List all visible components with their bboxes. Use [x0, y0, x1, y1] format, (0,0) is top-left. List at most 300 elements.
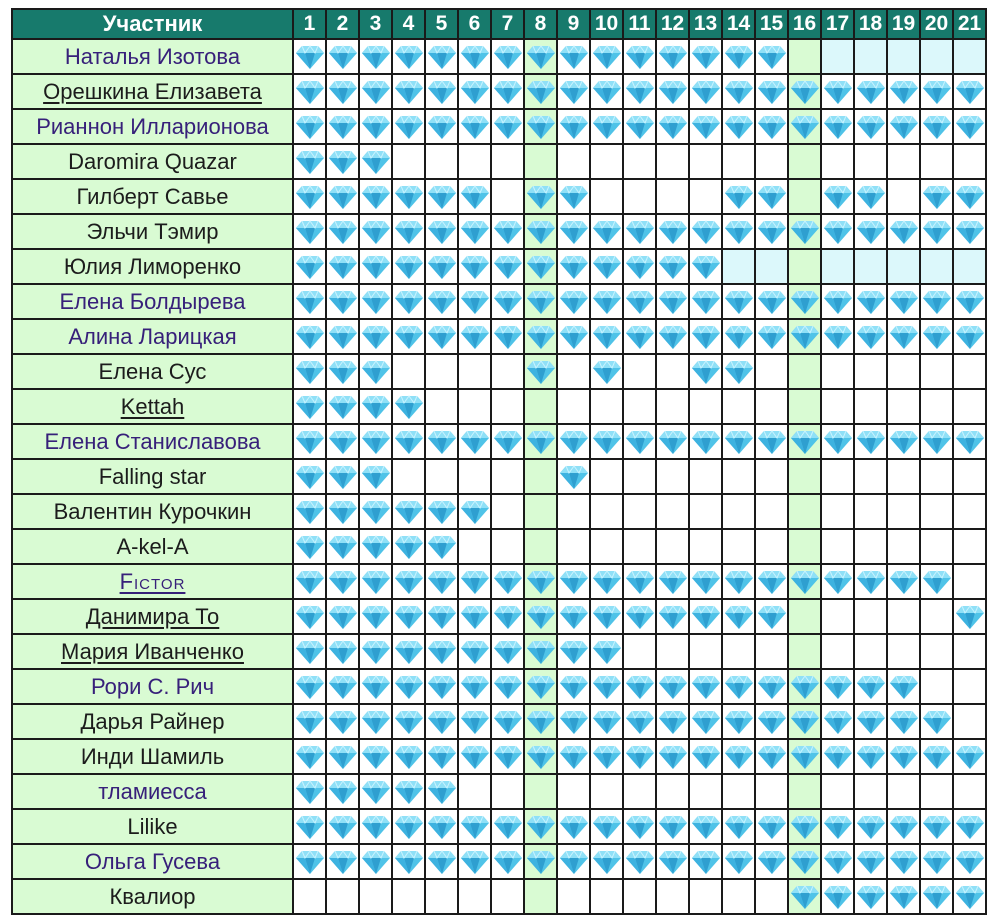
blue-diamond-icon	[724, 44, 754, 70]
table-row	[12, 564, 986, 599]
day-cell-checked	[854, 704, 887, 739]
blue-diamond-icon	[394, 569, 424, 595]
day-cell-checked	[821, 669, 854, 704]
day-cell-empty	[821, 354, 854, 389]
blue-diamond-icon	[922, 884, 952, 910]
day-cell-empty	[491, 144, 524, 179]
day-cell-checked	[425, 564, 458, 599]
day-cell-checked	[293, 774, 326, 809]
blue-diamond-icon	[295, 639, 325, 665]
day-cell-checked	[788, 109, 821, 144]
day-cell-checked	[293, 389, 326, 424]
blue-diamond-icon	[328, 359, 358, 385]
blue-diamond-icon	[790, 324, 820, 350]
blue-diamond-icon	[295, 289, 325, 315]
day-cell-checked	[425, 179, 458, 214]
day-cell-checked	[656, 424, 689, 459]
day-cell-checked	[623, 669, 656, 704]
day-cell-checked	[656, 669, 689, 704]
day-cell-checked	[359, 564, 392, 599]
day-cell-checked	[722, 214, 755, 249]
blue-diamond-icon	[955, 429, 985, 455]
blue-diamond-icon	[361, 499, 391, 525]
day-cell-checked	[590, 319, 623, 354]
day-cell-checked	[392, 669, 425, 704]
day-cell-empty	[854, 144, 887, 179]
blue-diamond-icon	[493, 674, 523, 700]
blue-diamond-icon	[823, 324, 853, 350]
day-cell-checked	[425, 529, 458, 564]
day-cell-checked	[524, 284, 557, 319]
day-cell-checked	[722, 424, 755, 459]
day-cell-empty	[788, 354, 821, 389]
day-cell-empty	[854, 389, 887, 424]
day-cell-checked	[293, 529, 326, 564]
day-cell-checked	[887, 669, 920, 704]
day-cell-checked	[359, 529, 392, 564]
day-cell-checked	[788, 319, 821, 354]
blue-diamond-icon	[460, 674, 490, 700]
day-cell-checked	[326, 599, 359, 634]
day-cell-checked	[359, 459, 392, 494]
day-cell-checked	[359, 809, 392, 844]
day-cell-checked	[524, 634, 557, 669]
blue-diamond-icon	[394, 254, 424, 280]
day-cell-checked	[590, 354, 623, 389]
blue-diamond-icon	[559, 604, 589, 630]
day-cell-empty	[854, 634, 887, 669]
blue-diamond-icon	[889, 219, 919, 245]
day-cell-empty	[821, 249, 854, 284]
blue-diamond-icon	[328, 324, 358, 350]
day-cell-checked	[689, 739, 722, 774]
blue-diamond-icon	[724, 429, 754, 455]
blue-diamond-icon	[625, 569, 655, 595]
blue-diamond-icon	[328, 814, 358, 840]
day-cell-empty	[623, 774, 656, 809]
day-cell-checked	[425, 669, 458, 704]
blue-diamond-icon	[757, 849, 787, 875]
day-cell-checked	[293, 669, 326, 704]
blue-diamond-icon	[493, 604, 523, 630]
blue-diamond-icon	[691, 744, 721, 770]
participant-name: Рори С. Рич	[12, 669, 293, 704]
day-cell-empty	[557, 389, 590, 424]
blue-diamond-icon	[361, 779, 391, 805]
day-cell-checked	[524, 214, 557, 249]
day-column-header: 18	[854, 9, 887, 39]
blue-diamond-icon	[625, 814, 655, 840]
day-cell-checked	[722, 564, 755, 599]
blue-diamond-icon	[295, 149, 325, 175]
day-cell-checked	[293, 704, 326, 739]
day-column-header: 2	[326, 9, 359, 39]
day-cell-empty	[491, 529, 524, 564]
day-cell-checked	[458, 284, 491, 319]
day-cell-empty	[557, 144, 590, 179]
day-cell-checked	[920, 739, 953, 774]
day-cell-checked	[557, 249, 590, 284]
day-cell-checked	[293, 74, 326, 109]
day-cell-empty	[623, 459, 656, 494]
blue-diamond-icon	[790, 114, 820, 140]
day-cell-empty	[887, 529, 920, 564]
blue-diamond-icon	[295, 534, 325, 560]
blue-diamond-icon	[757, 184, 787, 210]
day-cell-checked	[722, 39, 755, 74]
table-row	[12, 844, 986, 879]
day-cell-checked	[920, 424, 953, 459]
blue-diamond-icon	[295, 44, 325, 70]
day-cell-checked	[557, 109, 590, 144]
attendance-table	[11, 8, 987, 915]
day-cell-checked	[326, 564, 359, 599]
day-cell-empty	[524, 774, 557, 809]
day-cell-checked	[953, 879, 986, 914]
participant-name: тламиесса	[12, 774, 293, 809]
blue-diamond-icon	[658, 814, 688, 840]
day-cell-checked	[458, 809, 491, 844]
blue-diamond-icon	[394, 499, 424, 525]
blue-diamond-icon	[526, 114, 556, 140]
day-cell-checked	[689, 844, 722, 879]
day-cell-checked	[887, 809, 920, 844]
day-cell-checked	[557, 739, 590, 774]
participant-name: Елена Сус	[12, 354, 293, 389]
day-cell-checked	[920, 179, 953, 214]
day-cell-empty	[953, 354, 986, 389]
day-cell-empty	[590, 494, 623, 529]
blue-diamond-icon	[460, 814, 490, 840]
day-cell-checked	[359, 739, 392, 774]
blue-diamond-icon	[856, 114, 886, 140]
blue-diamond-icon	[460, 324, 490, 350]
participant-name: Рианнон Илларионова	[12, 109, 293, 144]
day-cell-empty	[491, 389, 524, 424]
day-cell-empty	[821, 389, 854, 424]
participant-name[interactable]: Kettah	[12, 389, 293, 424]
day-cell-checked	[656, 249, 689, 284]
blue-diamond-icon	[295, 744, 325, 770]
blue-diamond-icon	[526, 814, 556, 840]
blue-diamond-icon	[658, 289, 688, 315]
day-cell-checked	[788, 284, 821, 319]
day-cell-empty	[821, 529, 854, 564]
day-cell-checked	[920, 319, 953, 354]
day-cell-checked	[755, 424, 788, 459]
day-cell-checked	[293, 214, 326, 249]
blue-diamond-icon	[361, 79, 391, 105]
blue-diamond-icon	[889, 289, 919, 315]
blue-diamond-icon	[460, 184, 490, 210]
day-cell-checked	[821, 704, 854, 739]
participant-name[interactable]: Орешкина Елизавета	[12, 74, 293, 109]
day-cell-empty	[392, 144, 425, 179]
day-cell-checked	[656, 74, 689, 109]
blue-diamond-icon	[295, 429, 325, 455]
day-cell-empty	[887, 494, 920, 529]
day-column-header: 4	[392, 9, 425, 39]
blue-diamond-icon	[823, 114, 853, 140]
blue-diamond-icon	[625, 674, 655, 700]
day-cell-checked	[590, 704, 623, 739]
blue-diamond-icon	[691, 849, 721, 875]
day-cell-empty	[425, 389, 458, 424]
blue-diamond-icon	[559, 289, 589, 315]
day-cell-checked	[458, 319, 491, 354]
blue-diamond-icon	[361, 744, 391, 770]
table-row	[12, 669, 986, 704]
blue-diamond-icon	[658, 219, 688, 245]
day-cell-empty	[821, 39, 854, 74]
table-row	[12, 424, 986, 459]
day-cell-checked	[524, 179, 557, 214]
table-row	[12, 634, 986, 669]
day-cell-checked	[359, 249, 392, 284]
day-column-header: 19	[887, 9, 920, 39]
day-cell-checked	[887, 739, 920, 774]
day-cell-checked	[722, 179, 755, 214]
day-cell-checked	[392, 634, 425, 669]
blue-diamond-icon	[724, 79, 754, 105]
blue-diamond-icon	[955, 114, 985, 140]
day-column-header: 9	[557, 9, 590, 39]
participant-name: A-kel-A	[12, 529, 293, 564]
day-cell-checked	[920, 844, 953, 879]
day-cell-checked	[953, 424, 986, 459]
table-row	[12, 704, 986, 739]
day-cell-checked	[821, 284, 854, 319]
blue-diamond-icon	[295, 849, 325, 875]
day-cell-checked	[755, 669, 788, 704]
day-cell-checked	[854, 214, 887, 249]
blue-diamond-icon	[922, 114, 952, 140]
blue-diamond-icon	[460, 499, 490, 525]
blue-diamond-icon	[295, 569, 325, 595]
blue-diamond-icon	[592, 289, 622, 315]
day-cell-empty	[854, 494, 887, 529]
blue-diamond-icon	[361, 709, 391, 735]
blue-diamond-icon	[658, 254, 688, 280]
day-cell-empty	[689, 634, 722, 669]
day-cell-checked	[722, 599, 755, 634]
day-cell-checked	[293, 179, 326, 214]
day-cell-checked	[854, 319, 887, 354]
table-row	[12, 319, 986, 354]
blue-diamond-icon	[493, 79, 523, 105]
blue-diamond-icon	[427, 709, 457, 735]
blue-diamond-icon	[625, 429, 655, 455]
day-cell-checked	[689, 809, 722, 844]
day-cell-checked	[491, 634, 524, 669]
day-cell-checked	[920, 879, 953, 914]
blue-diamond-icon	[889, 744, 919, 770]
day-cell-empty	[722, 494, 755, 529]
blue-diamond-icon	[361, 44, 391, 70]
blue-diamond-icon	[328, 499, 358, 525]
day-cell-checked	[293, 284, 326, 319]
participant-name[interactable]: Мария Иванченко	[12, 634, 293, 669]
day-cell-checked	[425, 634, 458, 669]
day-column-header: 3	[359, 9, 392, 39]
day-cell-checked	[953, 844, 986, 879]
day-cell-empty	[854, 39, 887, 74]
day-cell-checked	[392, 214, 425, 249]
day-cell-checked	[953, 599, 986, 634]
blue-diamond-icon	[724, 184, 754, 210]
blue-diamond-icon	[691, 79, 721, 105]
day-cell-empty	[953, 529, 986, 564]
blue-diamond-icon	[295, 219, 325, 245]
blue-diamond-icon	[856, 849, 886, 875]
day-cell-checked	[755, 39, 788, 74]
day-cell-empty	[887, 144, 920, 179]
day-cell-checked	[887, 564, 920, 599]
day-cell-checked	[722, 354, 755, 389]
day-cell-checked	[887, 284, 920, 319]
day-cell-empty	[788, 634, 821, 669]
blue-diamond-icon	[427, 779, 457, 805]
day-cell-checked	[425, 599, 458, 634]
day-cell-checked	[656, 109, 689, 144]
day-column-header: 14	[722, 9, 755, 39]
blue-diamond-icon	[955, 604, 985, 630]
day-cell-checked	[359, 39, 392, 74]
blue-diamond-icon	[922, 429, 952, 455]
blue-diamond-icon	[295, 604, 325, 630]
table-row	[12, 144, 986, 179]
blue-diamond-icon	[658, 114, 688, 140]
blue-diamond-icon	[526, 429, 556, 455]
day-cell-checked	[425, 249, 458, 284]
day-cell-empty	[953, 494, 986, 529]
day-cell-checked	[326, 459, 359, 494]
blue-diamond-icon	[757, 604, 787, 630]
day-cell-checked	[590, 214, 623, 249]
day-cell-checked	[359, 774, 392, 809]
blue-diamond-icon	[493, 814, 523, 840]
day-cell-checked	[953, 179, 986, 214]
blue-diamond-icon	[724, 324, 754, 350]
day-cell-empty	[788, 459, 821, 494]
day-column-header: 13	[689, 9, 722, 39]
blue-diamond-icon	[328, 604, 358, 630]
day-cell-empty	[755, 144, 788, 179]
blue-diamond-icon	[625, 324, 655, 350]
blue-diamond-icon	[559, 324, 589, 350]
day-cell-checked	[689, 669, 722, 704]
participant-name[interactable]: Данимира То	[12, 599, 293, 634]
day-cell-checked	[326, 214, 359, 249]
blue-diamond-icon	[361, 359, 391, 385]
day-cell-checked	[557, 319, 590, 354]
day-cell-checked	[722, 109, 755, 144]
participant-name: Елена Болдырева	[12, 284, 293, 319]
day-cell-empty	[920, 529, 953, 564]
day-cell-empty	[458, 459, 491, 494]
blue-diamond-icon	[625, 289, 655, 315]
day-cell-empty	[788, 599, 821, 634]
day-cell-empty	[788, 774, 821, 809]
day-cell-empty	[920, 774, 953, 809]
table-row	[12, 109, 986, 144]
blue-diamond-icon	[790, 849, 820, 875]
day-cell-checked	[689, 564, 722, 599]
day-cell-checked	[392, 809, 425, 844]
day-cell-checked	[623, 704, 656, 739]
day-cell-checked	[821, 179, 854, 214]
day-cell-empty	[656, 179, 689, 214]
day-cell-empty	[557, 494, 590, 529]
table-row	[12, 879, 986, 914]
day-cell-checked	[821, 109, 854, 144]
day-cell-checked	[326, 39, 359, 74]
blue-diamond-icon	[592, 604, 622, 630]
day-cell-empty	[656, 389, 689, 424]
day-cell-empty	[689, 389, 722, 424]
day-cell-checked	[722, 284, 755, 319]
day-cell-empty	[491, 179, 524, 214]
day-cell-checked	[590, 809, 623, 844]
day-cell-empty	[689, 879, 722, 914]
day-cell-checked	[326, 424, 359, 459]
blue-diamond-icon	[823, 569, 853, 595]
table-body	[12, 39, 986, 914]
day-cell-checked	[689, 354, 722, 389]
participant-name: Елена Станиславова	[12, 424, 293, 459]
day-cell-empty	[458, 879, 491, 914]
day-cell-empty	[722, 144, 755, 179]
day-cell-checked	[524, 844, 557, 879]
blue-diamond-icon	[889, 79, 919, 105]
day-cell-checked	[821, 319, 854, 354]
day-cell-checked	[359, 214, 392, 249]
blue-diamond-icon	[427, 639, 457, 665]
day-cell-checked	[524, 599, 557, 634]
blue-diamond-icon	[856, 429, 886, 455]
day-cell-checked	[524, 109, 557, 144]
day-cell-checked	[425, 109, 458, 144]
day-cell-empty	[887, 634, 920, 669]
blue-diamond-icon	[790, 569, 820, 595]
blue-diamond-icon	[658, 569, 688, 595]
blue-diamond-icon	[526, 709, 556, 735]
day-cell-empty	[689, 529, 722, 564]
blue-diamond-icon	[493, 744, 523, 770]
blue-diamond-icon	[856, 674, 886, 700]
blue-diamond-icon	[724, 114, 754, 140]
day-cell-checked	[788, 424, 821, 459]
participant-name[interactable]: Fictor	[12, 564, 293, 599]
blue-diamond-icon	[295, 499, 325, 525]
day-cell-checked	[590, 249, 623, 284]
day-cell-empty	[920, 669, 953, 704]
blue-diamond-icon	[328, 569, 358, 595]
day-cell-checked	[491, 74, 524, 109]
table-row	[12, 74, 986, 109]
blue-diamond-icon	[955, 744, 985, 770]
blue-diamond-icon	[493, 44, 523, 70]
day-cell-checked	[821, 739, 854, 774]
blue-diamond-icon	[658, 44, 688, 70]
day-cell-checked	[689, 704, 722, 739]
participant-name: Lilike	[12, 809, 293, 844]
blue-diamond-icon	[823, 744, 853, 770]
blue-diamond-icon	[955, 814, 985, 840]
blue-diamond-icon	[625, 44, 655, 70]
participant-name: Юлия Лиморенко	[12, 249, 293, 284]
day-cell-empty	[392, 879, 425, 914]
